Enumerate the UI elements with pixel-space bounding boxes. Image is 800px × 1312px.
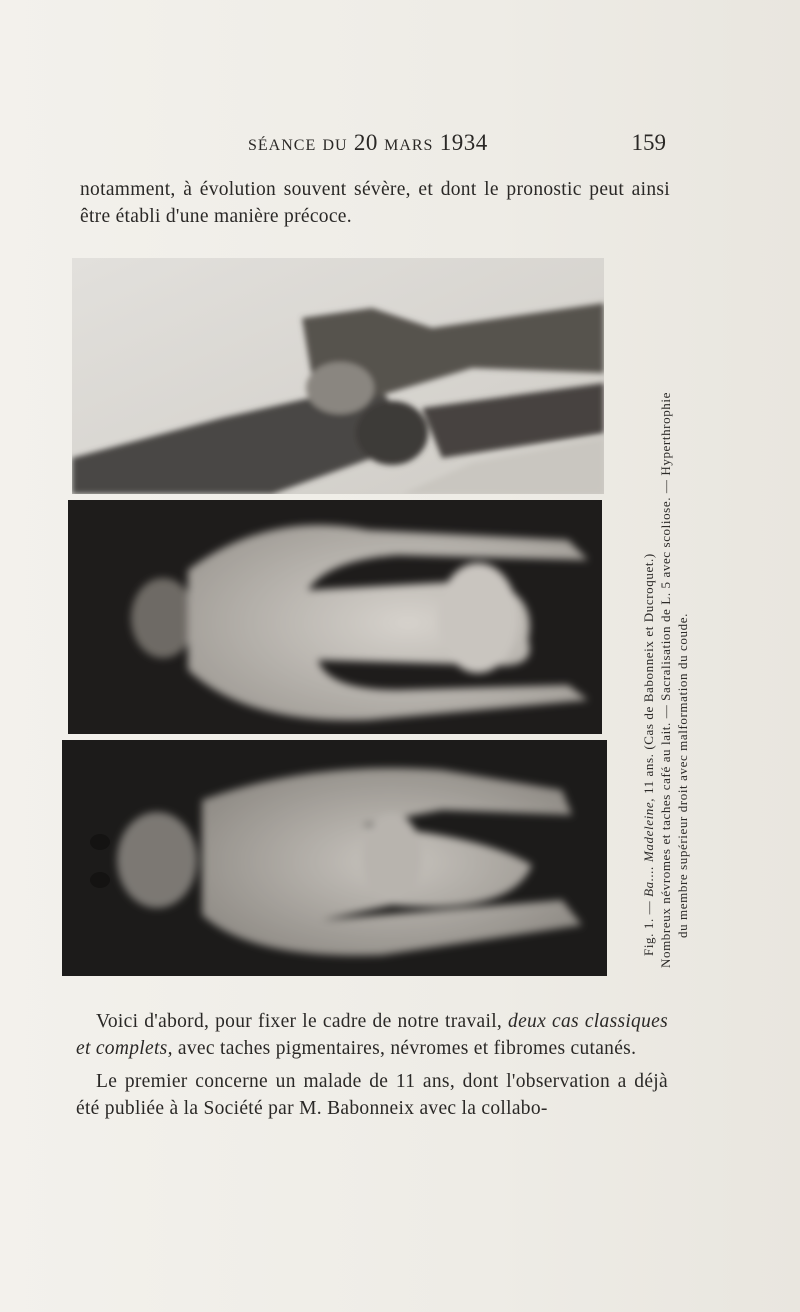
p1-start: Voici d'abord, pour fixer le cadre de notre travail, bbox=[96, 1011, 509, 1032]
running-header bbox=[80, 130, 670, 166]
header-du: DU bbox=[322, 137, 348, 154]
caption-line-3: du membre supérieur droit avec malformation du coude. bbox=[675, 613, 690, 938]
figure-1 bbox=[62, 258, 607, 976]
body-paragraph-1 bbox=[76, 1008, 668, 1062]
patient-front-photo bbox=[62, 740, 607, 976]
intro-paragraph: notamment, à évolution souvent sévère, et dont le pronostic peut ainsi être établi d'une manière précoce. bbox=[80, 179, 670, 227]
caption-line-2: Nombreux névromes et taches café au lait. — Sacralisation de L. 5 avec scoliose. — Hyperthrophie bbox=[658, 392, 673, 968]
header-month: MARS bbox=[384, 137, 434, 154]
xray-elbow-image bbox=[72, 258, 604, 494]
p1-italic: deux cas classiques et complets, bbox=[76, 1011, 669, 1059]
caption-label: Fig. 1. — bbox=[641, 896, 656, 956]
figure-caption bbox=[640, 248, 691, 968]
patient-back-photo bbox=[68, 500, 602, 734]
body-text bbox=[76, 1008, 668, 1128]
p1-end: avec taches pigmentaires, névromes et fibromes cutanés. bbox=[172, 1038, 637, 1059]
caption-line-1 bbox=[640, 248, 657, 968]
header-day: 20 bbox=[353, 130, 378, 155]
header-seance: SÉANCE bbox=[248, 137, 317, 154]
header-year: 1934 bbox=[439, 130, 488, 155]
body-paragraph-2: Le premier concerne un malade de 11 ans, dont l'observation a déjà été publiée à la Société par M. Babonneix avec la collabo- bbox=[76, 1071, 668, 1119]
caption-patient-name: Ba.... Madeleine, bbox=[641, 797, 656, 897]
page-number: 159 bbox=[631, 130, 666, 155]
header-title bbox=[248, 130, 488, 156]
caption-details: 11 ans. (Cas de Babonneix et Ducroquet.) bbox=[641, 553, 656, 798]
